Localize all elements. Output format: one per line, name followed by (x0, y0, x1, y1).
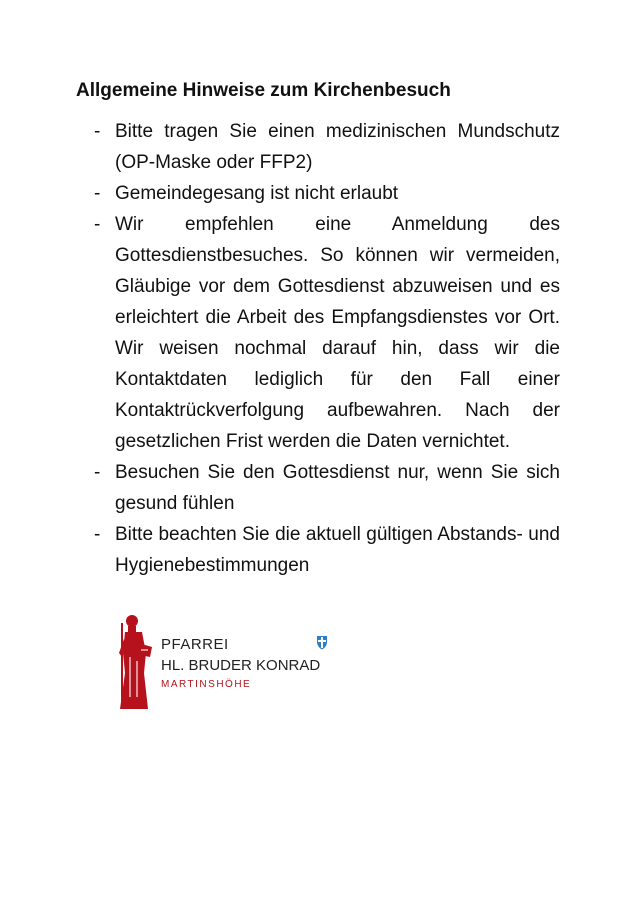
bullet-dash: - (94, 524, 101, 545)
logo-place: MARTINSHÖHE (161, 679, 252, 690)
list-item-text: Gemeindegesang ist nicht erlaubt (115, 183, 399, 204)
bullet-dash: - (94, 214, 101, 235)
logo-subtitle: HL. BRUDER KONRAD (161, 657, 321, 674)
diocese-shield-icon (316, 635, 328, 650)
bullet-dash: - (94, 183, 101, 204)
bullet-dash: - (94, 121, 101, 142)
list-item-text: Bitte beachten Sie die aktuell gültigen Abstands- und Hygienebestimmungen (115, 524, 560, 576)
list-item-text: Bitte tragen Sie einen medizinischen Mundschutz (OP-Maske oder FFP2) (115, 121, 560, 173)
logo-title: PFARREI (161, 636, 229, 653)
list-item (94, 178, 560, 209)
page-title: Allgemeine Hinweise zum Kirchenbesuch (76, 80, 451, 101)
parish-logo (116, 613, 336, 713)
saint-figure-icon (116, 613, 156, 711)
list-item (94, 116, 560, 178)
list-item (94, 519, 560, 581)
list-item-text: Besuchen Sie den Gottesdienst nur, wenn Sie sich gesund fühlen (115, 462, 560, 514)
guidelines-list (94, 116, 560, 581)
list-item-text: Wir empfehlen eine Anmeldung des Gottesdienstbesuches. So können wir vermeiden, Gläubige vor dem Gottesdienst abzuweisen und es erleichtert die Arbeit des Empfangsdienstes vor Ort. Wir weisen nochmal darauf hin, dass wir die Kontaktdaten lediglich für den Fall einer Kontaktrückverfolgung aufbewahren. Nach der gesetzlichen Frist werden die Daten vernichtet. (115, 214, 560, 452)
list-item (94, 209, 560, 457)
list-item (94, 457, 560, 519)
bullet-dash: - (94, 462, 101, 483)
